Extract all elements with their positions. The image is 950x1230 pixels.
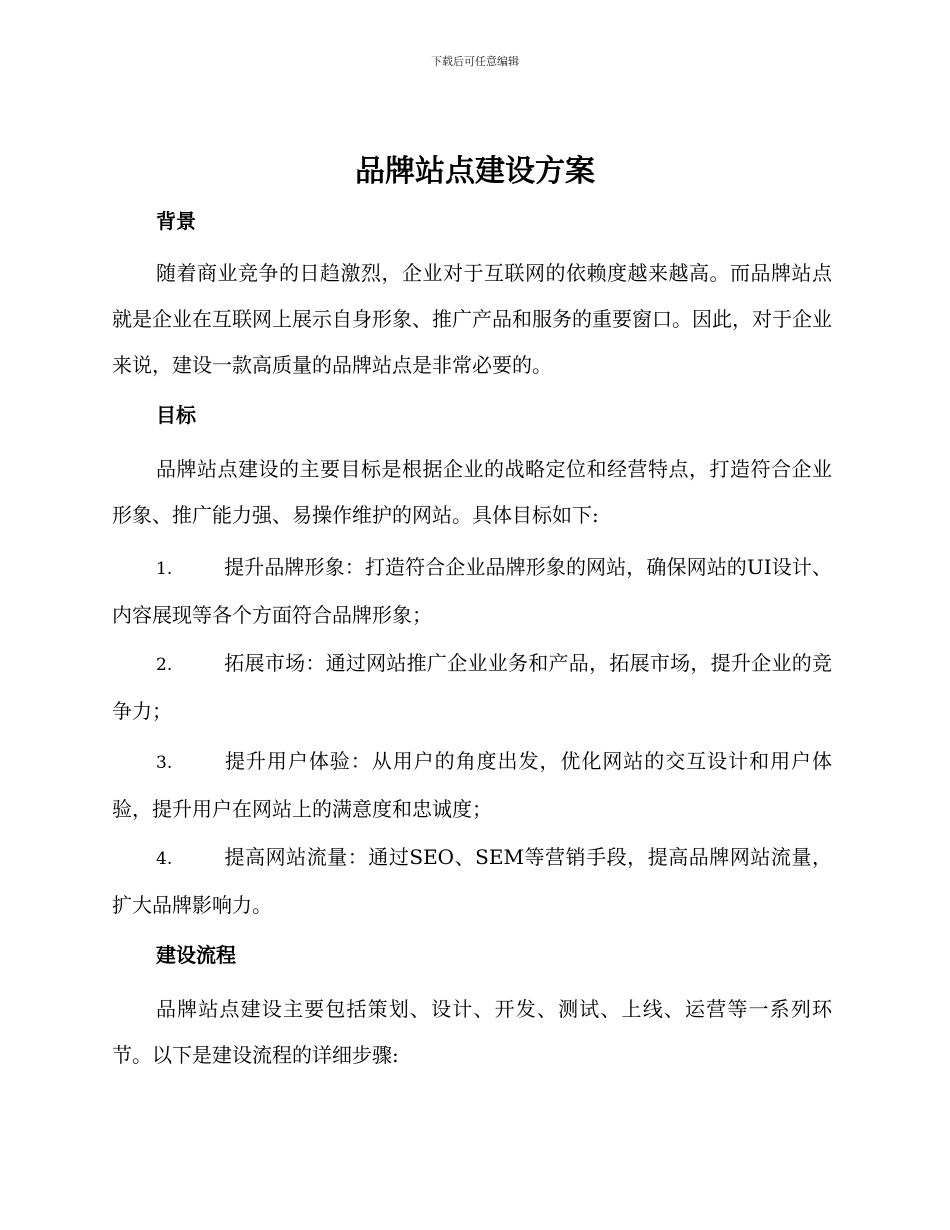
section-goals: [112, 446, 832, 538]
paragraph-process: 品牌站点建设主要包括策划、设计、开发、测试、上线、运营等一系列环节。以下是建设流程的详细步骤:: [112, 997, 832, 1067]
section-heading-background: 背景: [156, 209, 196, 233]
list-item-text: 提高网站流量：通过SEO、SEM等营销手段，提高品牌网站流量，扩大品牌影响力。: [112, 845, 832, 917]
paragraph-goals: 品牌站点建设的主要目标是根据企业的战略定位和经营特点，打造符合企业形象、推广能力强、易操作维护的网站。具体目标如下:: [112, 457, 832, 527]
section-heading-process: 建设流程: [156, 943, 236, 967]
list-item-number: 1.: [156, 559, 173, 579]
list-item: [112, 738, 832, 832]
list-item-number: 2.: [156, 655, 173, 675]
list-item-text: 提升用户体验：从用户的角度出发，优化网站的交互设计和用户体验，提升用户在网站上的满意度和忠诚度；: [112, 749, 832, 821]
list-item-number: 3.: [156, 753, 173, 773]
section-process: [112, 986, 832, 1078]
section-background: [112, 250, 832, 388]
list-item-text: 提升品牌形象：打造符合企业品牌形象的网站，确保网站的UI设计、内容展现等各个方面符合品牌形象；: [112, 555, 832, 627]
list-item-text: 拓展市场：通过网站推广企业业务和产品，拓展市场，提升企业的竞争力；: [112, 651, 832, 723]
page-title: 品牌站点建设方案: [355, 154, 595, 189]
list-item-number: 4.: [156, 849, 173, 869]
paragraph-background: 随着商业竞争的日趋激烈，企业对于互联网的依赖度越来越高。而品牌站点就是企业在互联网上展示自身形象、推广产品和服务的重要窗口。因此，对于企业来说，建设一款高质量的品牌站点是非常必要的。: [112, 261, 832, 377]
list-item: [112, 834, 832, 928]
list-item: [112, 640, 832, 734]
list-item: [112, 544, 832, 638]
header-note: 下载后可任意编辑: [431, 55, 519, 68]
section-heading-goals: 目标: [156, 403, 196, 427]
